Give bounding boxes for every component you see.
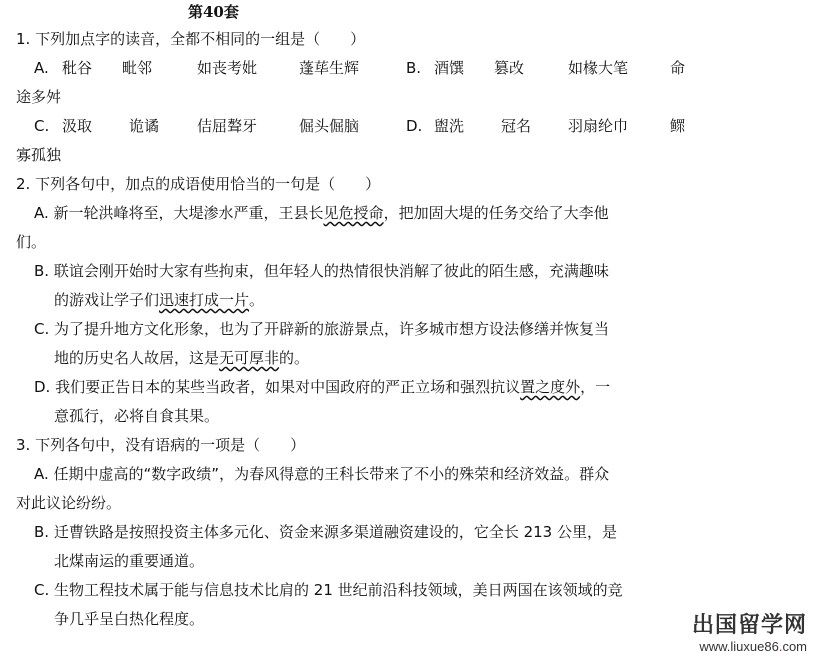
q2-option-c-line2: [54, 348, 309, 368]
q1-a-item-2: 毗邻: [122, 59, 153, 77]
q2-d-idiom: 置之度外: [520, 378, 581, 396]
q2-stem: 2. 下列各句中，加点的成语使用恰当的一句是（ ）: [16, 175, 381, 193]
q1-b-item-2: 篡改: [494, 59, 525, 77]
set-title: 第40套: [188, 3, 239, 21]
q2-option-b-line1: B. 联谊会刚开始时大家有些拘束，但年轻人的热情很快消解了彼此的陌生感，充满趣味: [34, 262, 609, 280]
q1-b-item-4: 命: [670, 59, 686, 77]
q1-a-item-3: 如丧考妣: [197, 59, 258, 77]
q2-a-text-after: ，把加固大堤的任务交给了大李他: [383, 204, 609, 222]
q2-option-a-line1: [34, 203, 609, 223]
q1-a-item-4: 蓬荜生辉: [299, 59, 360, 77]
q1-c-item-1: 汲取: [62, 117, 93, 135]
watermark-url-tld: com: [782, 639, 807, 654]
q2-option-d-line2: 意孤行，必将自食其果。: [54, 407, 220, 425]
watermark-title: 出国留学网: [691, 613, 807, 638]
q2-option-d-line1: [34, 377, 610, 397]
q2-d-text-after: ，一: [580, 378, 611, 396]
q1-a-item-1: 秕谷: [62, 59, 93, 77]
q1-option-b-label: B.: [406, 59, 422, 77]
q1-option-c-label: C.: [34, 117, 50, 135]
q3-option-a-line2: 对此议论纷纷。: [16, 494, 122, 512]
q1-b-continuation: 途多舛: [16, 88, 62, 106]
q3-option-a-line1: A. 任期中虚高的“数字政绩”，为春风得意的王科长带来了不小的殊荣和经济效益。群众: [34, 465, 610, 483]
q1-d-continuation: 寡孤独: [16, 146, 62, 164]
q1-stem: 1. 下列加点字的读音，全都不相同的一组是（ ）: [16, 30, 366, 48]
q1-d-item-4: 鳏: [670, 117, 686, 135]
q2-c-text-after: 的。: [279, 349, 310, 367]
q1-option-a-label: A.: [34, 59, 49, 77]
watermark-url: [692, 640, 807, 653]
q2-option-c-line1: C. 为了提升地方文化形象，也为了开辟新的旅游景点，许多城市想方设法修缮并恢复当: [34, 320, 610, 338]
q1-c-item-4: 倔头倔脑: [299, 117, 360, 135]
q2-b-idiom: 迅速打成一片: [159, 291, 250, 309]
q1-d-item-1: 盥洗: [434, 117, 465, 135]
q1-b-item-1: 酒馔: [434, 59, 465, 77]
q1-option-d-label: D.: [406, 117, 423, 135]
q2-d-text-before: D. 我们要正告日本的某些当政者，如果对中国政府的严正立场和强烈抗议: [34, 378, 521, 396]
q3-option-b-line2: 北煤南运的重要通道。: [54, 552, 205, 570]
q2-option-b-line2: [54, 290, 264, 310]
q2-b-text-after: 。: [249, 291, 265, 309]
q1-c-item-3: 佶屈聱牙: [197, 117, 258, 135]
watermark-url-host: www.liuxue86: [699, 639, 779, 654]
watermark-url-dot: .: [778, 639, 783, 654]
q1-c-item-2: 诡谲: [129, 117, 160, 135]
q2-b-text-before: 的游戏让学子们: [54, 291, 160, 309]
q3-option-b-line1: B. 迁曹铁路是按照投资主体多元化、资金来源多渠道融资建设的，它全长 213 公里，是: [34, 523, 617, 541]
q2-a-idiom: 见危授命: [323, 204, 384, 222]
q1-b-item-3: 如椽大笔: [568, 59, 629, 77]
q2-option-a-line2: 们。: [16, 233, 47, 251]
q1-d-item-3: 羽扇纶巾: [568, 117, 629, 135]
q3-option-c-line2: 争几乎呈白热化程度。: [54, 610, 205, 628]
site-watermark: [692, 615, 807, 653]
q2-c-idiom: 无可厚非: [219, 349, 280, 367]
q3-stem: 3. 下列各句中，没有语病的一项是（ ）: [16, 436, 306, 454]
q1-d-item-2: 冠名: [501, 117, 532, 135]
q3-option-c-line1: C. 生物工程技术属于能与信息技术比肩的 21 世纪前沿科技领域，美日两国在该领域的竞: [34, 581, 623, 599]
q2-c-text-before: 地的历史名人故居，这是: [54, 349, 220, 367]
q2-a-text-before: A. 新一轮洪峰将至，大堤渗水严重，王县长: [34, 204, 324, 222]
